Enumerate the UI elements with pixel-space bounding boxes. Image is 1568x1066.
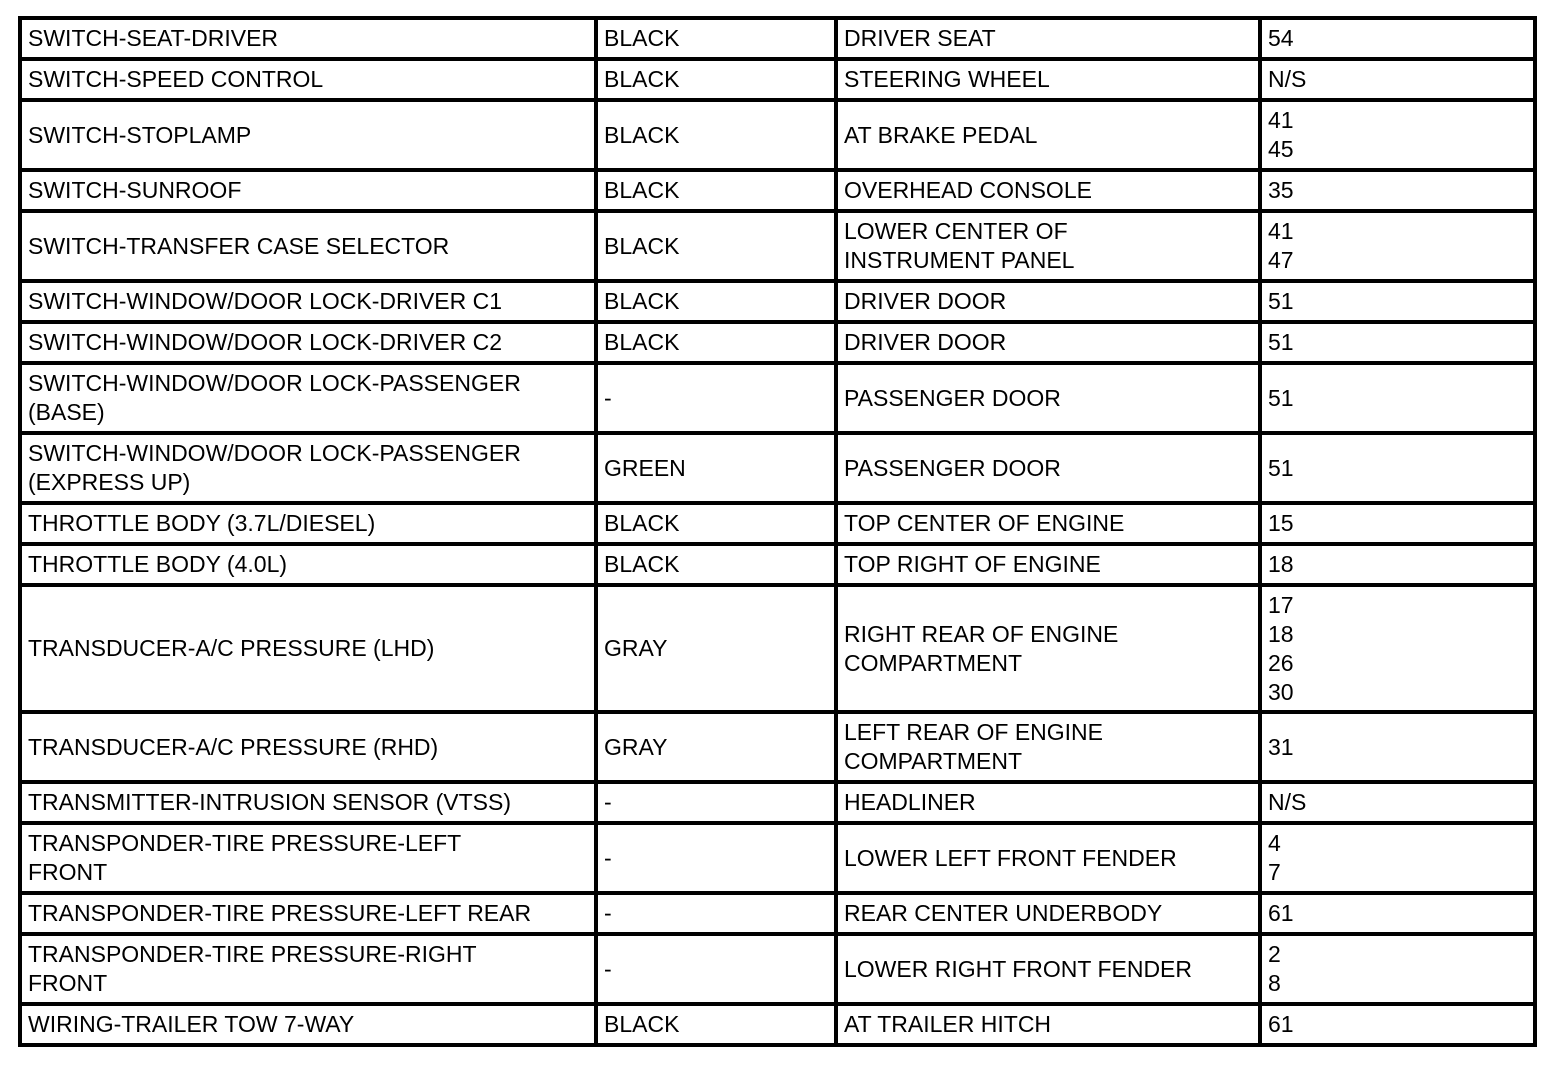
table-row	[20, 1004, 1535, 1045]
location-cell: HEADLINER	[836, 782, 1260, 823]
figure-cell: 35	[1260, 170, 1535, 211]
location-cell: TOP CENTER OF ENGINE	[836, 503, 1260, 544]
location-cell: DRIVER SEAT	[836, 18, 1260, 59]
connector-color-cell: BLACK	[596, 100, 836, 170]
connector-color-cell: BLACK	[596, 59, 836, 100]
connector-color-cell: BLACK	[596, 170, 836, 211]
table-row	[20, 585, 1535, 712]
location-cell: DRIVER DOOR	[836, 281, 1260, 322]
figure-cell: 51	[1260, 322, 1535, 363]
figure-cell: 4 7	[1260, 823, 1535, 893]
location-cell: PASSENGER DOOR	[836, 363, 1260, 433]
connector-location-table-wrap	[18, 16, 1533, 1047]
figure-cell: 15	[1260, 503, 1535, 544]
component-cell: WIRING-TRAILER TOW 7-WAY	[20, 1004, 596, 1045]
connector-color-cell: BLACK	[596, 544, 836, 585]
figure-cell: 41 45	[1260, 100, 1535, 170]
figure-cell: 61	[1260, 1004, 1535, 1045]
connector-color-cell: -	[596, 934, 836, 1004]
connector-color-cell: -	[596, 893, 836, 934]
location-cell: LEFT REAR OF ENGINE COMPARTMENT	[836, 712, 1260, 782]
connector-color-cell: BLACK	[596, 1004, 836, 1045]
table-row	[20, 823, 1535, 893]
component-cell: TRANSDUCER-A/C PRESSURE (RHD)	[20, 712, 596, 782]
connector-color-cell: -	[596, 363, 836, 433]
location-cell: AT TRAILER HITCH	[836, 1004, 1260, 1045]
connector-color-cell: GREEN	[596, 433, 836, 503]
location-cell: OVERHEAD CONSOLE	[836, 170, 1260, 211]
table-row	[20, 893, 1535, 934]
table-row	[20, 18, 1535, 59]
component-cell: SWITCH-STOPLAMP	[20, 100, 596, 170]
table-row	[20, 503, 1535, 544]
component-cell: SWITCH-WINDOW/DOOR LOCK-DRIVER C1	[20, 281, 596, 322]
table-row	[20, 433, 1535, 503]
figure-cell: N/S	[1260, 59, 1535, 100]
table-row	[20, 170, 1535, 211]
figure-cell: 18	[1260, 544, 1535, 585]
location-cell: AT BRAKE PEDAL	[836, 100, 1260, 170]
figure-cell: 54	[1260, 18, 1535, 59]
table-row	[20, 322, 1535, 363]
table-row	[20, 544, 1535, 585]
component-cell: SWITCH-WINDOW/DOOR LOCK-DRIVER C2	[20, 322, 596, 363]
figure-cell: 31	[1260, 712, 1535, 782]
component-cell: SWITCH-TRANSFER CASE SELECTOR	[20, 211, 596, 281]
location-cell: STEERING WHEEL	[836, 59, 1260, 100]
component-cell: THROTTLE BODY (4.0L)	[20, 544, 596, 585]
figure-cell: 17 18 26 30	[1260, 585, 1535, 712]
location-cell: RIGHT REAR OF ENGINE COMPARTMENT	[836, 585, 1260, 712]
component-cell: THROTTLE BODY (3.7L/DIESEL)	[20, 503, 596, 544]
location-cell: LOWER CENTER OF INSTRUMENT PANEL	[836, 211, 1260, 281]
connector-color-cell: BLACK	[596, 18, 836, 59]
component-cell: SWITCH-SEAT-DRIVER	[20, 18, 596, 59]
table-row	[20, 363, 1535, 433]
location-cell: TOP RIGHT OF ENGINE	[836, 544, 1260, 585]
component-cell: TRANSPONDER-TIRE PRESSURE-RIGHT FRONT	[20, 934, 596, 1004]
location-cell: DRIVER DOOR	[836, 322, 1260, 363]
location-cell: PASSENGER DOOR	[836, 433, 1260, 503]
connector-color-cell: BLACK	[596, 503, 836, 544]
location-cell: REAR CENTER UNDERBODY	[836, 893, 1260, 934]
table-row	[20, 59, 1535, 100]
component-cell: TRANSPONDER-TIRE PRESSURE-LEFT FRONT	[20, 823, 596, 893]
component-cell: SWITCH-SUNROOF	[20, 170, 596, 211]
connector-color-cell: BLACK	[596, 211, 836, 281]
component-cell: TRANSDUCER-A/C PRESSURE (LHD)	[20, 585, 596, 712]
figure-cell: 51	[1260, 281, 1535, 322]
connector-color-cell: -	[596, 782, 836, 823]
component-cell: SWITCH-SPEED CONTROL	[20, 59, 596, 100]
location-cell: LOWER RIGHT FRONT FENDER	[836, 934, 1260, 1004]
figure-cell: 61	[1260, 893, 1535, 934]
figure-cell: 41 47	[1260, 211, 1535, 281]
connector-location-table	[18, 16, 1537, 1047]
component-cell: TRANSMITTER-INTRUSION SENSOR (VTSS)	[20, 782, 596, 823]
table-body	[20, 18, 1535, 1045]
location-cell: LOWER LEFT FRONT FENDER	[836, 823, 1260, 893]
table-row	[20, 281, 1535, 322]
component-cell: SWITCH-WINDOW/DOOR LOCK-PASSENGER (BASE)	[20, 363, 596, 433]
connector-color-cell: BLACK	[596, 322, 836, 363]
component-cell: SWITCH-WINDOW/DOOR LOCK-PASSENGER (EXPRESS UP)	[20, 433, 596, 503]
table-row	[20, 934, 1535, 1004]
figure-cell: 51	[1260, 433, 1535, 503]
connector-color-cell: GRAY	[596, 585, 836, 712]
connector-color-cell: BLACK	[596, 281, 836, 322]
connector-color-cell: GRAY	[596, 712, 836, 782]
figure-cell: 51	[1260, 363, 1535, 433]
table-row	[20, 782, 1535, 823]
figure-cell: N/S	[1260, 782, 1535, 823]
table-row	[20, 211, 1535, 281]
table-row	[20, 712, 1535, 782]
component-cell: TRANSPONDER-TIRE PRESSURE-LEFT REAR	[20, 893, 596, 934]
figure-cell: 2 8	[1260, 934, 1535, 1004]
table-row	[20, 100, 1535, 170]
connector-color-cell: -	[596, 823, 836, 893]
